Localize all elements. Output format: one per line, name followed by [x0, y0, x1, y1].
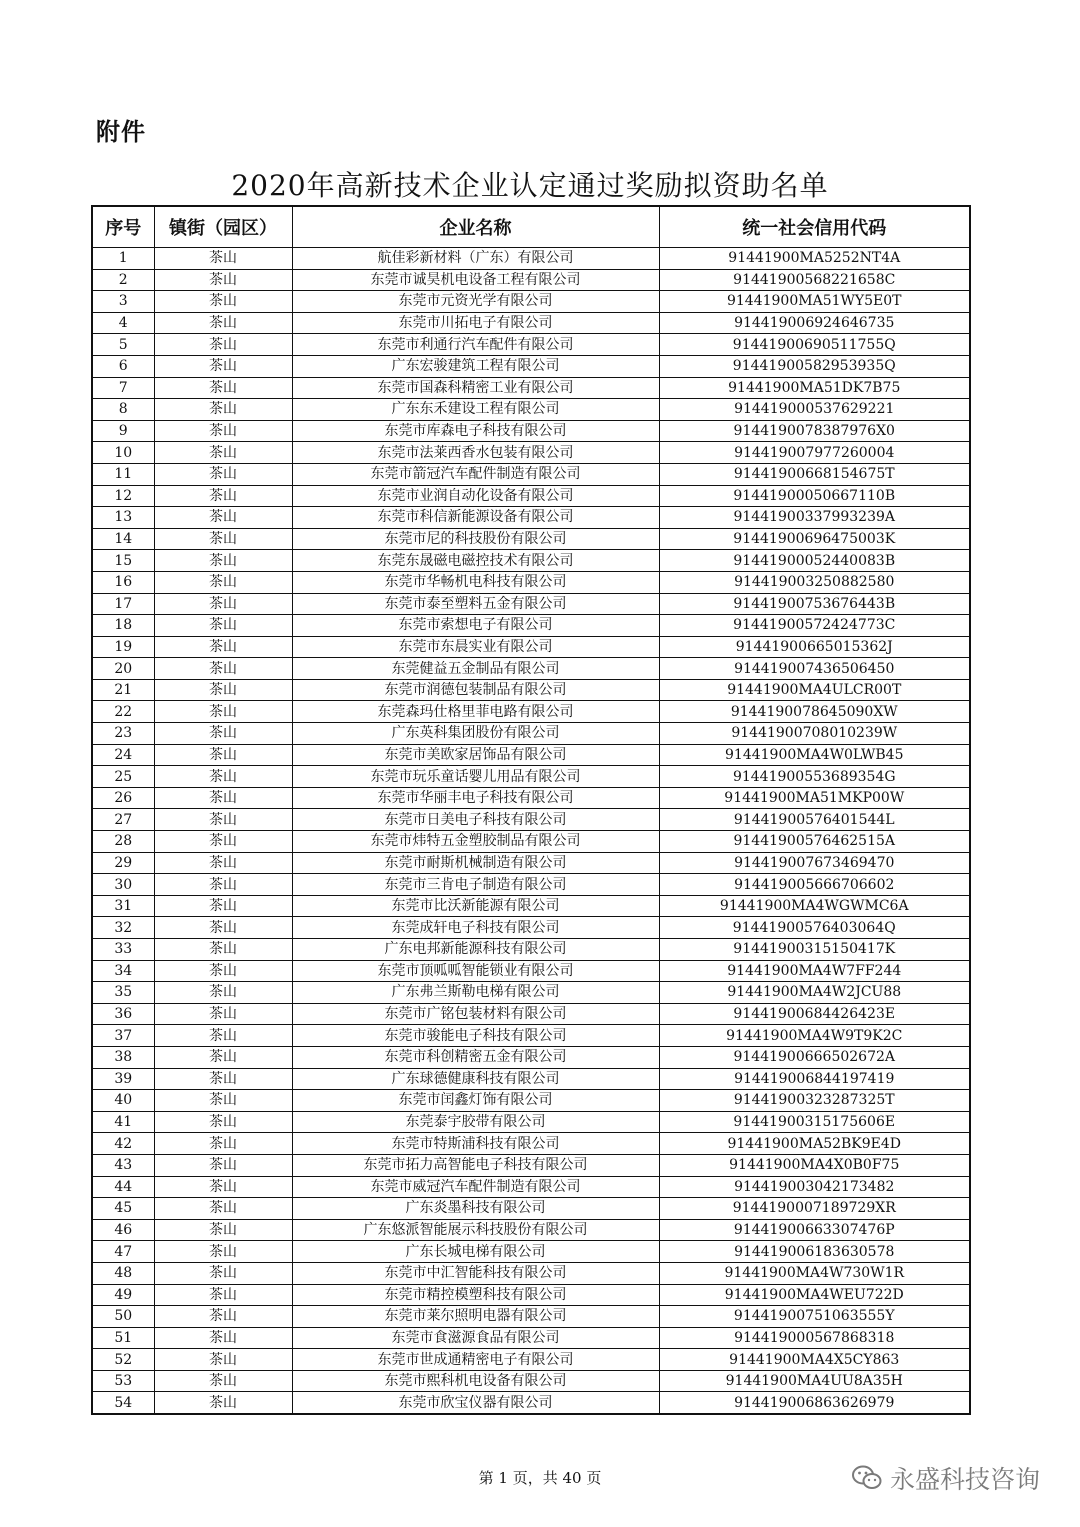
table-row [92, 658, 970, 680]
table-row [92, 1176, 970, 1198]
row-town: 茶山 [154, 701, 292, 723]
row-company: 东莞市莱尔照明电器有限公司 [292, 1306, 659, 1328]
row-code: 91441900572424773C [659, 615, 970, 637]
row-company: 东莞市骏能电子科技有限公司 [292, 1025, 659, 1047]
table-row [92, 636, 970, 658]
row-index: 51 [92, 1327, 154, 1349]
row-code: 9144190078387976X0 [659, 420, 970, 442]
row-company: 东莞市熙科机电设备有限公司 [292, 1370, 659, 1392]
row-code: 91441900696475003K [659, 528, 970, 550]
row-code: 91441900663307476P [659, 1219, 970, 1241]
row-code: 91441900315150417K [659, 939, 970, 961]
table-row [92, 248, 970, 270]
row-town: 茶山 [154, 939, 292, 961]
row-company: 东莞市科信新能源设备有限公司 [292, 507, 659, 529]
row-town: 茶山 [154, 1046, 292, 1068]
row-code: 914419007436506450 [659, 658, 970, 680]
table-row [92, 679, 970, 701]
row-code: 91441900MA4WGWMC6A [659, 895, 970, 917]
row-code: 91441900582953935Q [659, 355, 970, 377]
row-index: 31 [92, 895, 154, 917]
table-row [92, 766, 970, 788]
row-company: 东莞市润德包装制品有限公司 [292, 679, 659, 701]
table-row [92, 831, 970, 853]
row-company: 东莞市川拓电子有限公司 [292, 312, 659, 334]
row-company: 东莞市法莱西香水包装有限公司 [292, 442, 659, 464]
table-row [92, 960, 970, 982]
table-row [92, 1349, 970, 1371]
row-code: 91441900MA4UU8A35H [659, 1370, 970, 1392]
row-town: 茶山 [154, 593, 292, 615]
row-code: 91441900MA51WY5E0T [659, 291, 970, 313]
row-company: 广东球德健康科技有限公司 [292, 1068, 659, 1090]
row-code: 91441900666502672A [659, 1046, 970, 1068]
row-town: 茶山 [154, 291, 292, 313]
row-town: 茶山 [154, 679, 292, 701]
row-index: 19 [92, 636, 154, 658]
table-row [92, 787, 970, 809]
row-code: 91441900315175606E [659, 1111, 970, 1133]
table-row [92, 1262, 970, 1284]
header-town: 镇街（园区） [154, 206, 292, 248]
table-header-row [92, 206, 970, 248]
row-company: 广东东禾建设工程有限公司 [292, 399, 659, 421]
row-town: 茶山 [154, 1262, 292, 1284]
table-row [92, 1154, 970, 1176]
row-company: 东莞市特斯浦科技有限公司 [292, 1133, 659, 1155]
row-company: 东莞市比沃新能源有限公司 [292, 895, 659, 917]
table-row [92, 701, 970, 723]
row-company: 东莞市业润自动化设备有限公司 [292, 485, 659, 507]
table-row [92, 507, 970, 529]
page-footer: 第 1 页，共 40 页 [478, 1469, 602, 1487]
row-index: 2 [92, 269, 154, 291]
header-index: 序号 [92, 206, 154, 248]
table-row [92, 809, 970, 831]
row-index: 12 [92, 485, 154, 507]
table-row [92, 291, 970, 313]
row-company: 东莞市食滋源食品有限公司 [292, 1327, 659, 1349]
row-company: 东莞市威冠汽车配件制造有限公司 [292, 1176, 659, 1198]
row-company: 广东宏骏建筑工程有限公司 [292, 355, 659, 377]
row-town: 茶山 [154, 723, 292, 745]
row-town: 茶山 [154, 1111, 292, 1133]
row-index: 34 [92, 960, 154, 982]
row-index: 30 [92, 874, 154, 896]
row-code: 914419005666706602 [659, 874, 970, 896]
row-index: 38 [92, 1046, 154, 1068]
row-code: 91441900690511755Q [659, 334, 970, 356]
row-code: 91441900684426423E [659, 1003, 970, 1025]
row-index: 13 [92, 507, 154, 529]
table-row [92, 312, 970, 334]
row-town: 茶山 [154, 1176, 292, 1198]
row-company: 东莞市华丽丰电子科技有限公司 [292, 787, 659, 809]
row-town: 茶山 [154, 895, 292, 917]
row-company: 广东电邦新能源科技有限公司 [292, 939, 659, 961]
row-code: 91441900MA4ULCR00T [659, 679, 970, 701]
row-town: 茶山 [154, 1025, 292, 1047]
row-code: 9144190007189729XR [659, 1198, 970, 1220]
row-town: 茶山 [154, 1241, 292, 1263]
row-code: 914419000537629221 [659, 399, 970, 421]
row-code: 91441900MA51DK7B75 [659, 377, 970, 399]
row-code: 91441900MA4W2JCU88 [659, 982, 970, 1004]
row-town: 茶山 [154, 917, 292, 939]
row-index: 43 [92, 1154, 154, 1176]
row-index: 48 [92, 1262, 154, 1284]
table-row [92, 939, 970, 961]
row-code: 91441900MA4W730W1R [659, 1262, 970, 1284]
row-code: 91441900323287325T [659, 1090, 970, 1112]
table-row [92, 615, 970, 637]
row-code: 91441900MA4WEU722D [659, 1284, 970, 1306]
row-company: 东莞市泰至塑料五金有限公司 [292, 593, 659, 615]
row-code: 91441900553689354G [659, 766, 970, 788]
row-company: 东莞市华畅机电科技有限公司 [292, 571, 659, 593]
row-code: 91441900576403064Q [659, 917, 970, 939]
row-company: 东莞市库森电子科技有限公司 [292, 420, 659, 442]
row-company: 东莞市美欧家居饰品有限公司 [292, 744, 659, 766]
row-index: 28 [92, 831, 154, 853]
row-index: 21 [92, 679, 154, 701]
row-index: 20 [92, 658, 154, 680]
row-town: 茶山 [154, 831, 292, 853]
row-index: 14 [92, 528, 154, 550]
row-code: 91441900MA4W0LWB45 [659, 744, 970, 766]
row-town: 茶山 [154, 528, 292, 550]
row-town: 茶山 [154, 1154, 292, 1176]
row-index: 39 [92, 1068, 154, 1090]
row-code: 91441900MA4W9T9K2C [659, 1025, 970, 1047]
row-town: 茶山 [154, 809, 292, 831]
row-code: 91441900MA4X5CY863 [659, 1349, 970, 1371]
row-code: 91441900MA5252NT4A [659, 248, 970, 270]
table-row [92, 485, 970, 507]
table-row [92, 528, 970, 550]
table-row [92, 895, 970, 917]
row-index: 36 [92, 1003, 154, 1025]
row-index: 11 [92, 463, 154, 485]
table-row [92, 1133, 970, 1155]
row-code: 91441900665015362J [659, 636, 970, 658]
row-town: 茶山 [154, 571, 292, 593]
row-index: 53 [92, 1370, 154, 1392]
row-index: 44 [92, 1176, 154, 1198]
row-town: 茶山 [154, 874, 292, 896]
table-row [92, 1392, 970, 1414]
row-index: 35 [92, 982, 154, 1004]
row-code: 91441900052440083B [659, 550, 970, 572]
row-code: 914419003250882580 [659, 571, 970, 593]
row-code: 91441900337993239A [659, 507, 970, 529]
row-index: 4 [92, 312, 154, 334]
watermark [852, 1460, 1040, 1496]
row-town: 茶山 [154, 1349, 292, 1371]
row-town: 茶山 [154, 420, 292, 442]
row-town: 茶山 [154, 1306, 292, 1328]
row-index: 49 [92, 1284, 154, 1306]
row-town: 茶山 [154, 442, 292, 464]
row-index: 29 [92, 852, 154, 874]
row-town: 茶山 [154, 1392, 292, 1414]
table-row [92, 1046, 970, 1068]
table-row [92, 723, 970, 745]
row-company: 广东悠派智能展示科技股份有限公司 [292, 1219, 659, 1241]
row-code: 91441900MA51MKP00W [659, 787, 970, 809]
row-town: 茶山 [154, 1133, 292, 1155]
row-code: 91441900576401544L [659, 809, 970, 831]
row-town: 茶山 [154, 787, 292, 809]
table-row [92, 917, 970, 939]
row-town: 茶山 [154, 744, 292, 766]
row-index: 8 [92, 399, 154, 421]
table-row [92, 355, 970, 377]
row-company: 东莞市利通行汽车配件有限公司 [292, 334, 659, 356]
row-company: 东莞市箭冠汽车配件制造有限公司 [292, 463, 659, 485]
row-index: 17 [92, 593, 154, 615]
row-index: 18 [92, 615, 154, 637]
row-code: 91441900668154675T [659, 463, 970, 485]
table-row [92, 1111, 970, 1133]
row-company: 东莞市广铭包装材料有限公司 [292, 1003, 659, 1025]
row-town: 茶山 [154, 312, 292, 334]
row-town: 茶山 [154, 1090, 292, 1112]
row-company: 东莞市科创精密五金有限公司 [292, 1046, 659, 1068]
table-row [92, 1370, 970, 1392]
row-code: 914419006924646735 [659, 312, 970, 334]
row-index: 22 [92, 701, 154, 723]
row-code: 914419006863626979 [659, 1392, 970, 1414]
row-town: 茶山 [154, 248, 292, 270]
row-company: 东莞市东晨实业有限公司 [292, 636, 659, 658]
table-row [92, 571, 970, 593]
table-row [92, 744, 970, 766]
document-title: 2020年高新技术企业认定通过奖励拟资助名单 [231, 169, 829, 202]
row-index: 23 [92, 723, 154, 745]
table-row [92, 1068, 970, 1090]
row-company: 广东炎墨科技有限公司 [292, 1198, 659, 1220]
row-index: 54 [92, 1392, 154, 1414]
row-company: 东莞市玩乐童话婴儿用品有限公司 [292, 766, 659, 788]
row-index: 50 [92, 1306, 154, 1328]
table-row [92, 442, 970, 464]
row-index: 9 [92, 420, 154, 442]
row-town: 茶山 [154, 1284, 292, 1306]
row-index: 46 [92, 1219, 154, 1241]
row-company: 东莞市索想电子有限公司 [292, 615, 659, 637]
table-row [92, 399, 970, 421]
row-index: 24 [92, 744, 154, 766]
row-company: 东莞森玛仕格里菲电路有限公司 [292, 701, 659, 723]
row-index: 32 [92, 917, 154, 939]
row-town: 茶山 [154, 399, 292, 421]
row-company: 东莞市拓力高智能电子科技有限公司 [292, 1154, 659, 1176]
row-index: 27 [92, 809, 154, 831]
row-index: 37 [92, 1025, 154, 1047]
row-town: 茶山 [154, 334, 292, 356]
row-code: 914419000567868318 [659, 1327, 970, 1349]
row-code: 91441900708010239W [659, 723, 970, 745]
row-index: 10 [92, 442, 154, 464]
row-town: 茶山 [154, 960, 292, 982]
row-town: 茶山 [154, 1198, 292, 1220]
company-table [91, 205, 971, 1415]
row-index: 3 [92, 291, 154, 313]
row-company: 东莞市尼的科技股份有限公司 [292, 528, 659, 550]
row-index: 7 [92, 377, 154, 399]
row-company: 东莞东晟磁电磁控技术有限公司 [292, 550, 659, 572]
row-town: 茶山 [154, 1370, 292, 1392]
row-index: 52 [92, 1349, 154, 1371]
table-row [92, 269, 970, 291]
table-row [92, 1090, 970, 1112]
watermark-text: 永盛科技咨询 [890, 1465, 1041, 1494]
table-row [92, 1327, 970, 1349]
row-town: 茶山 [154, 615, 292, 637]
row-town: 茶山 [154, 507, 292, 529]
table-row [92, 334, 970, 356]
table-row [92, 420, 970, 442]
row-index: 26 [92, 787, 154, 809]
row-company: 东莞成轩电子科技有限公司 [292, 917, 659, 939]
row-company: 东莞市国森科精密工业有限公司 [292, 377, 659, 399]
row-index: 15 [92, 550, 154, 572]
table-row [92, 1306, 970, 1328]
row-code: 91441900MA4W7FF244 [659, 960, 970, 982]
row-index: 25 [92, 766, 154, 788]
row-town: 茶山 [154, 377, 292, 399]
row-company: 东莞市炜特五金塑胶制品有限公司 [292, 831, 659, 853]
row-index: 41 [92, 1111, 154, 1133]
row-company: 东莞市欣宝仪器有限公司 [292, 1392, 659, 1414]
table-row [92, 1284, 970, 1306]
row-company: 东莞市诚昊机电设备工程有限公司 [292, 269, 659, 291]
table-row [92, 377, 970, 399]
row-town: 茶山 [154, 982, 292, 1004]
table-row [92, 852, 970, 874]
row-town: 茶山 [154, 658, 292, 680]
row-town: 茶山 [154, 550, 292, 572]
row-town: 茶山 [154, 485, 292, 507]
row-town: 茶山 [154, 852, 292, 874]
table-row [92, 550, 970, 572]
row-company: 东莞市闰鑫灯饰有限公司 [292, 1090, 659, 1112]
row-company: 广东长城电梯有限公司 [292, 1241, 659, 1263]
row-town: 茶山 [154, 766, 292, 788]
row-code: 91441900576462515A [659, 831, 970, 853]
row-code: 914419006183630578 [659, 1241, 970, 1263]
row-company: 东莞市元资光学有限公司 [292, 291, 659, 313]
row-code: 91441900050667110B [659, 485, 970, 507]
row-town: 茶山 [154, 636, 292, 658]
row-index: 42 [92, 1133, 154, 1155]
wechat-icon [852, 1465, 882, 1491]
row-company: 广东英科集团股份有限公司 [292, 723, 659, 745]
row-company: 东莞市顶呱呱智能锁业有限公司 [292, 960, 659, 982]
row-company: 东莞健益五金制品有限公司 [292, 658, 659, 680]
row-town: 茶山 [154, 1003, 292, 1025]
row-company: 广东弗兰斯勒电梯有限公司 [292, 982, 659, 1004]
row-town: 茶山 [154, 1068, 292, 1090]
row-index: 16 [92, 571, 154, 593]
row-code: 91441900753676443B [659, 593, 970, 615]
row-code: 91441900568221658C [659, 269, 970, 291]
table-row [92, 874, 970, 896]
row-index: 47 [92, 1241, 154, 1263]
row-company: 东莞市耐斯机械制造有限公司 [292, 852, 659, 874]
annex-label: 附件 [96, 118, 146, 146]
row-town: 茶山 [154, 1327, 292, 1349]
header-code: 统一社会信用代码 [659, 206, 970, 248]
row-town: 茶山 [154, 269, 292, 291]
table-row [92, 1003, 970, 1025]
table-row [92, 982, 970, 1004]
row-index: 6 [92, 355, 154, 377]
row-company: 东莞市中汇智能科技有限公司 [292, 1262, 659, 1284]
row-code: 914419007977260004 [659, 442, 970, 464]
row-index: 5 [92, 334, 154, 356]
row-town: 茶山 [154, 355, 292, 377]
row-code: 914419003042173482 [659, 1176, 970, 1198]
table-row [92, 1241, 970, 1263]
row-code: 914419007673469470 [659, 852, 970, 874]
row-index: 33 [92, 939, 154, 961]
row-town: 茶山 [154, 463, 292, 485]
row-company: 东莞市世成通精密电子有限公司 [292, 1349, 659, 1371]
row-company: 东莞泰宇胶带有限公司 [292, 1111, 659, 1133]
row-code: 91441900751063555Y [659, 1306, 970, 1328]
table-row [92, 1219, 970, 1241]
table-row [92, 463, 970, 485]
row-company: 东莞市日美电子科技有限公司 [292, 809, 659, 831]
row-index: 45 [92, 1198, 154, 1220]
row-company: 东莞市精控模塑科技有限公司 [292, 1284, 659, 1306]
table-row [92, 593, 970, 615]
row-town: 茶山 [154, 1219, 292, 1241]
row-index: 40 [92, 1090, 154, 1112]
row-index: 1 [92, 248, 154, 270]
row-code: 9144190078645090XW [659, 701, 970, 723]
table-row [92, 1198, 970, 1220]
row-company: 东莞市三肯电子制造有限公司 [292, 874, 659, 896]
row-code: 91441900MA4X0B0F75 [659, 1154, 970, 1176]
row-code: 91441900MA52BK9E4D [659, 1133, 970, 1155]
table-row [92, 1025, 970, 1047]
row-code: 914419006844197419 [659, 1068, 970, 1090]
header-company: 企业名称 [292, 206, 659, 248]
row-company: 航佳彩新材料（广东）有限公司 [292, 248, 659, 270]
